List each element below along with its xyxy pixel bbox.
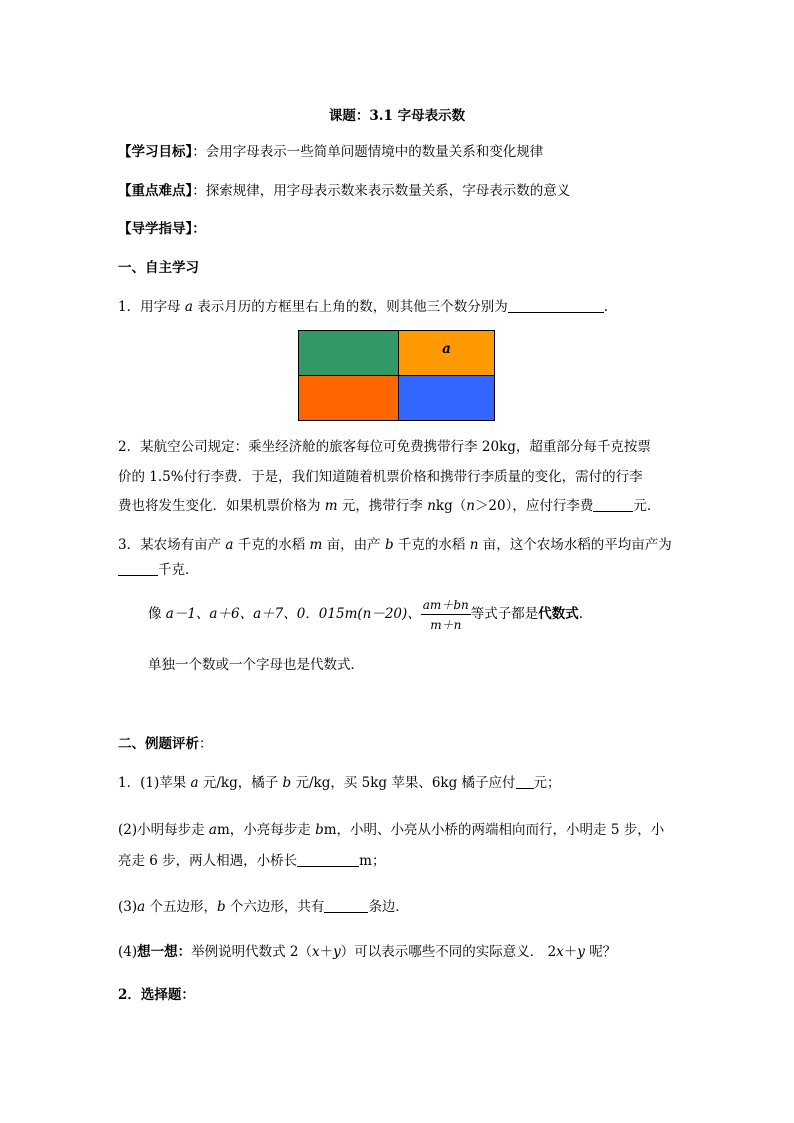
ex1-1-answer-blank[interactable] xyxy=(516,774,534,789)
ex1-4-f: 呢？ xyxy=(584,944,617,960)
q3-var-a: a xyxy=(225,537,234,553)
q3-var-m: m xyxy=(309,537,323,553)
ex1-4-c: ＋ xyxy=(319,944,334,960)
example-1-4 xyxy=(118,940,616,960)
q3-var-n: n xyxy=(469,537,479,553)
question-2-line-1: 2．某航空公司规定：乘坐经济舱的旅客每位可免费携带行李 20kg，超重部分每千克按票 xyxy=(118,439,651,455)
guidance-label: 【导学指导】 xyxy=(118,221,193,237)
q3-d: 千克的水稻 xyxy=(393,537,470,553)
objective-text: ：会用字母表示一些简单问题情境中的数量关系和变化规律 xyxy=(192,144,544,160)
calendar-cell-bottom-left xyxy=(298,375,399,421)
q3-var-b: b xyxy=(384,537,394,553)
q3-e: 亩，这个农场水稻的平均亩产为 xyxy=(478,537,672,553)
ex1-4-v2: y xyxy=(333,944,341,960)
section-2-label: 二、例题评析 xyxy=(118,736,199,752)
objective-label: 【学习目标】 xyxy=(118,144,193,160)
q3-line2-text: 千克． xyxy=(158,562,199,578)
calendar-cell-top-right xyxy=(398,330,495,376)
examples-pre: 像 xyxy=(148,606,166,622)
ex1-3-c: 个六边形，共有 xyxy=(225,899,325,915)
page-title: 课题：3.1 字母表示数 xyxy=(328,108,466,124)
ex1-4-bold: 想一想： xyxy=(137,944,192,960)
learning-objective xyxy=(118,140,543,160)
examples-end: . xyxy=(578,606,584,622)
example-1-2-line-2 xyxy=(118,849,385,869)
algebraic-expressions-line xyxy=(148,596,583,633)
example-1-1 xyxy=(118,771,561,791)
question-2-line-2: 价的 1.5%付行李费．于是，我们知道随着机票价格和携带行李质量的变化，需付的行李 xyxy=(118,469,643,485)
ex1-2-l2-b: m； xyxy=(359,853,386,869)
q1-end: . xyxy=(603,299,609,315)
q2-l3-n2: n xyxy=(466,498,475,514)
examples-list: a－1、a＋6、a＋7、0．015m(n－20)、 xyxy=(165,606,421,622)
key-points-text: ：探索规律，用字母表示数来表示数量关系，字母表示数的意义 xyxy=(192,183,571,199)
ex1-4-b: 举例说明代数式 2（ xyxy=(191,944,313,960)
section-1-heading: 一、自主学习 xyxy=(118,260,199,276)
question-1 xyxy=(118,295,608,315)
ex1-3-a: (3) xyxy=(118,899,138,915)
q1-var: a xyxy=(184,299,193,315)
question-choice-heading: 2．选择题： xyxy=(118,987,195,1003)
q2-l3-d: ＞20），应付行李费 xyxy=(474,498,594,514)
ex1-3-v2: b xyxy=(216,899,226,915)
example-1-2-line-1 xyxy=(118,818,664,838)
note-line: 单独一个数或一个字母也是代数式． xyxy=(148,657,364,673)
ex1-1-a: 1．(1)苹果 xyxy=(118,775,191,791)
q3-answer-blank[interactable] xyxy=(118,561,158,576)
ex1-4-v1: x xyxy=(312,944,320,960)
ex1-2-b: m，小亮每步走 xyxy=(216,822,316,838)
q3-c: 亩，由产 xyxy=(322,537,385,553)
ex1-3-d: 条边． xyxy=(368,899,409,915)
question-2-line-3 xyxy=(118,494,651,514)
q1-post: 表示月历的方框里右上角的数，则其他三个数分别为 xyxy=(192,299,508,315)
ex1-4-a: (4) xyxy=(118,944,138,960)
ex1-1-v1: a xyxy=(190,775,199,791)
ex1-2-c: m，小明、小亮从小桥的两端相向而行，小明走 5 步，小 xyxy=(323,822,665,838)
q2-l3-m: m xyxy=(324,498,338,514)
ex1-3-b: 个五边形， xyxy=(145,899,217,915)
fraction-expression xyxy=(421,596,471,633)
ex1-4-e: ＋ xyxy=(563,944,578,960)
q1-answer-blank[interactable] xyxy=(508,298,604,313)
fraction-numerator: am＋bn xyxy=(421,596,471,615)
guidance-colon: ： xyxy=(192,221,206,237)
ex1-4-v4: y xyxy=(577,944,585,960)
ex1-1-b: 元/kg，橘子 xyxy=(198,775,283,791)
calendar-label-a: a xyxy=(442,341,451,357)
q3-a: 3．某农场有亩产 xyxy=(118,537,226,553)
examples-post: 等式子都是 xyxy=(470,606,539,622)
ex1-1-d: 元； xyxy=(533,775,561,791)
ex1-3-v1: a xyxy=(137,899,146,915)
q3-b: 千克的水稻 xyxy=(233,537,310,553)
key-points-label: 【重点难点】 xyxy=(118,183,193,199)
example-1-3 xyxy=(118,895,409,915)
question-3-line-2 xyxy=(118,558,199,578)
ex1-2-v1: a xyxy=(208,822,217,838)
calendar-cell-top-left xyxy=(298,330,399,376)
ex1-1-v2: b xyxy=(282,775,292,791)
ex1-1-c: 元/kg，买 5kg 苹果、6kg 橘子应付 xyxy=(291,775,516,791)
examples-bold-term: 代数式 xyxy=(538,606,579,622)
ex1-2-answer-blank[interactable] xyxy=(297,852,359,867)
q2-l3-b: 元，携带行李 xyxy=(337,498,428,514)
ex1-4-d: ）可以表示哪些不同的实际意义． 2 xyxy=(340,944,557,960)
q1-pre: 1．用字母 xyxy=(118,299,185,315)
key-points xyxy=(118,179,570,199)
q2-l3-e: 元. xyxy=(633,498,652,514)
ex1-4-v3: x xyxy=(556,944,564,960)
q2-answer-blank[interactable] xyxy=(593,497,633,512)
q2-l3-a: 费也将发生变化．如果机票价格为 xyxy=(118,498,325,514)
q2-l3-n: n xyxy=(427,498,436,514)
ex1-3-answer-blank[interactable] xyxy=(324,898,368,913)
fraction-denominator: m＋n xyxy=(430,618,462,632)
ex1-2-l2-a: 亮走 6 步，两人相遇，小桥长 xyxy=(118,853,298,869)
calendar-cell-bottom-right xyxy=(398,375,495,421)
ex1-2-v2: b xyxy=(315,822,324,838)
q2-l3-c: kg（ xyxy=(435,498,467,514)
question-3-line-1 xyxy=(118,533,672,553)
ex1-2-a: (2)小明每步走 xyxy=(118,822,209,838)
guidance xyxy=(118,217,206,237)
section-2-heading xyxy=(118,732,213,752)
section-2-colon: ： xyxy=(199,736,213,752)
